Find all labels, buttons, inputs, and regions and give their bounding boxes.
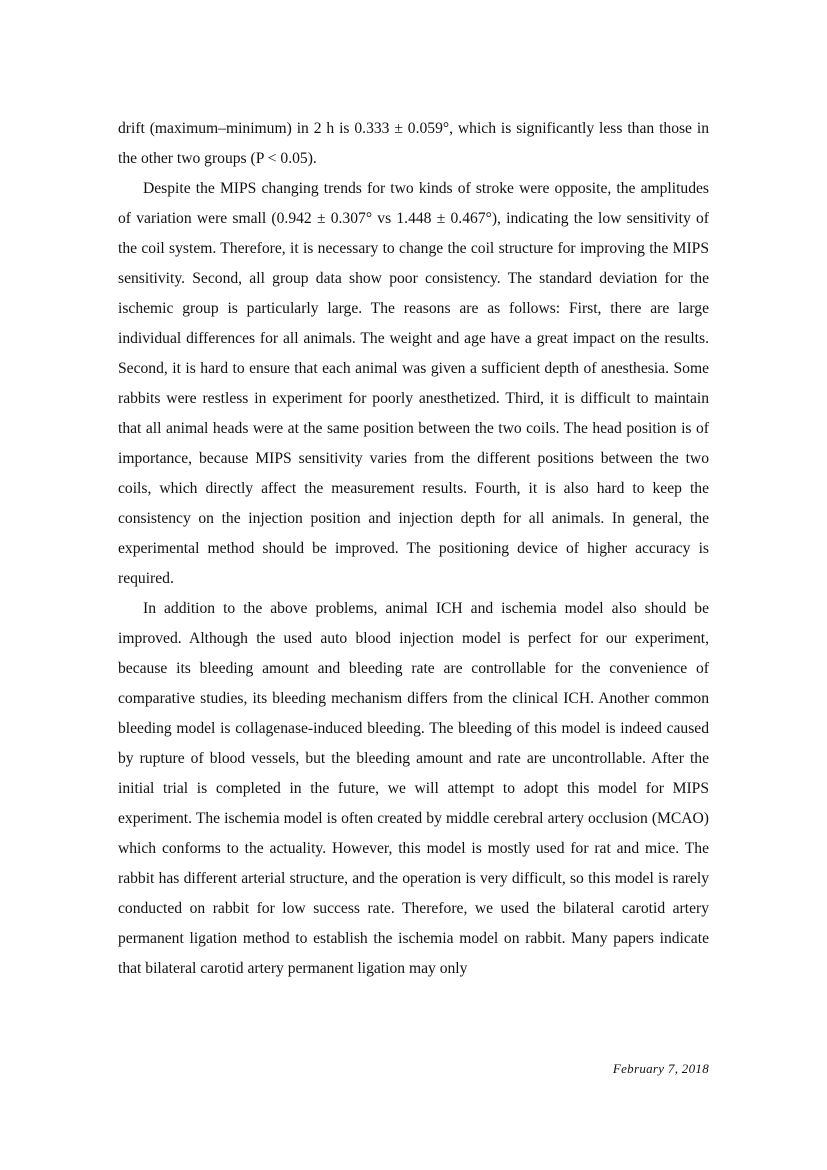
- paragraph-2: Despite the MIPS changing trends for two kinds of stroke were opposite, the amplitudes of variation were small (0.942 ± 0.307° vs 1.448 ± 0.467°), indicating the low sensitivity of the coil system. Therefore, it is necessary to change the coil structure for improving the MIPS sensitivity. Second, all group data show poor consistency. The standard deviation for the ischemic group is particularly large. The reasons are as follows: First, there are large individual differences for all animals. The weight and age have a great impact on the results. Second, it is hard to ensure that each animal was given a sufficient depth of anesthesia. Some rabbits were restless in experiment for poorly anesthetized. Third, it is difficult to maintain that all animal heads were at the same position between the two coils. The head position is of importance, because MIPS sensitivity varies from the different positions between the two coils, which directly affect the measurement results. Fourth, it is also hard to keep the consistency on the injection position and injection depth for all animals. In general, the experimental method should be improved. The positioning device of higher accuracy is required.: [118, 180, 709, 587]
- page-body: [118, 114, 709, 984]
- paragraph-1: drift (maximum–minimum) in 2 h is 0.333 ± 0.059°, which is significantly less than those in the other two groups (P < 0.05).: [118, 120, 709, 167]
- paragraph-3: In addition to the above problems, animal ICH and ischemia model also should be improved. Although the used auto blood injection model is perfect for our experiment, because its bleeding amount and bleeding rate are controllable for the convenience of comparative studies, its bleeding mechanism differs from the clinical ICH. Another common bleeding model is collagenase-induced bleeding. The bleeding of this model is indeed caused by rupture of blood vessels, but the bleeding amount and rate are uncontrollable. After the initial trial is completed in the future, we will attempt to adopt this model for MIPS experiment. The ischemia model is often created by middle cerebral artery occlusion (MCAO) which conforms to the actuality. However, this model is mostly used for rat and mice. The rabbit has different arterial structure, and the operation is very difficult, so this model is rarely conducted on rabbit for low success rate. Therefore, we used the bilateral carotid artery permanent ligation method to establish the ischemia model on rabbit. Many papers indicate that bilateral carotid artery permanent ligation may only: [118, 600, 709, 977]
- footer-date: February 7, 2018: [612, 1061, 709, 1076]
